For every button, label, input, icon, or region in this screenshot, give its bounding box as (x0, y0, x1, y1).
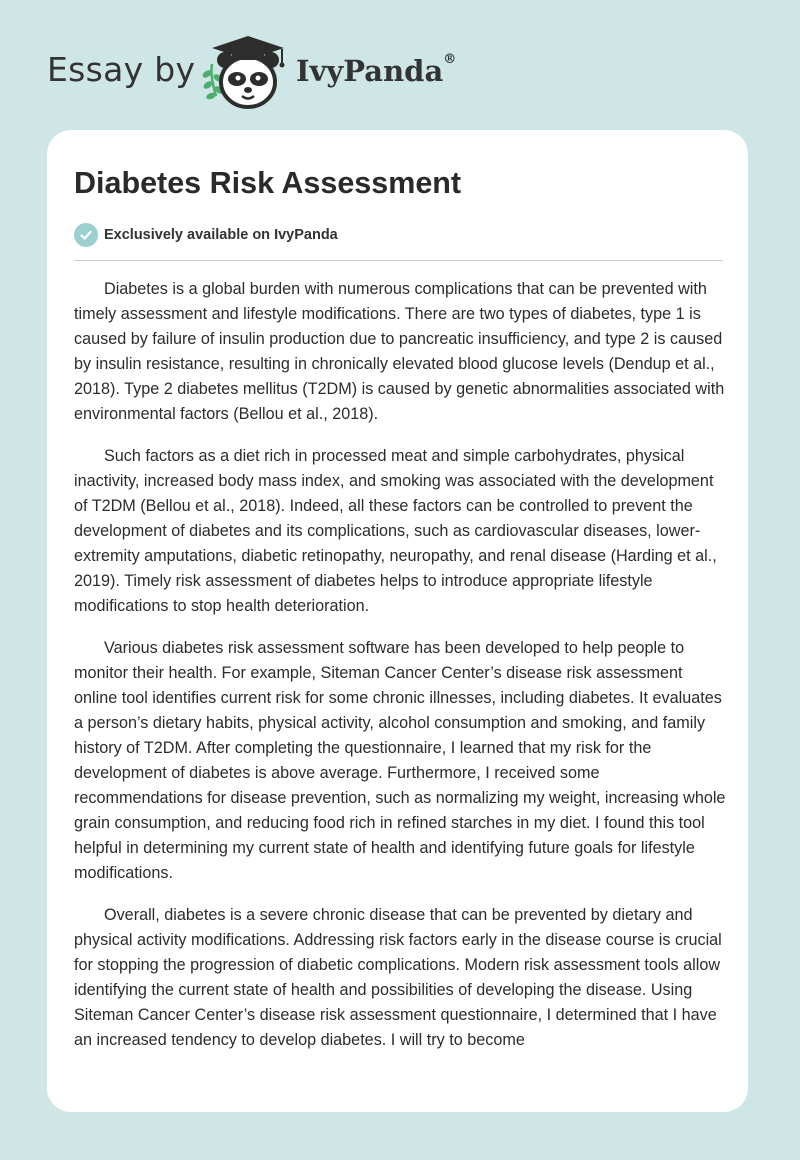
brand-text: IvyPanda (296, 54, 444, 88)
page-title: Diabetes Risk Assessment (74, 166, 462, 200)
essay-by-label: Essay by (47, 50, 196, 89)
paragraph-1: Diabetes is a global burden with numerous complications that can be prevented with timely assessment and lifestyle modifications. There are two types of diabetes, type 1 is caused by failure of insulin production due to pancreatic insufficiency, and type 2 is caused by insulin resistance, resulting in chronically elevated blood glucose levels (Dendup et al., 2018). Type 2 diabetes mellitus (T2DM) is caused by genetic abnormalities associated with environmental factors (Bellou et al., 2018). (74, 280, 725, 423)
site-header (0, 0, 800, 130)
exclusive-badge (74, 222, 338, 248)
paragraph-2: Such factors as a diet rich in processed meat and simple carbohydrates, physical inactivity, increased body mass index, and smoking was associated with the development of T2DM (Bellou et al., 2018). Indeed, all these factors can be controlled to prevent the development of diabetes and its complications, such as cardiovascular diseases, lower-extremity amputations, diabetic retinopathy, neuropathy, and renal disease (Harding et al., 2019). Timely risk assessment of diabetes helps to introduce appropriate lifestyle modifications to stop health deterioration. (74, 447, 717, 615)
check-icon (74, 223, 98, 247)
paragraph-3: Various diabetes risk assessment software has been developed to help people to monitor their health. For example, Siteman Cancer Center’s disease risk assessment online tool identifies current risk for some chronic illnesses, including diabetes. It evaluates a person’s dietary habits, physical activity, alcohol consumption and smoking, and family history of T2DM. After completing the questionnaire, I learned that my risk for the development of diabetes is above average. Furthermore, I received some recommendations for disease prevention, such as normalizing my weight, increasing whole grain consumption, and reducing food rich in refined starches in my diet. I found this tool helpful in determining my current state of health and identifying future goals for lifestyle modifications. (74, 639, 726, 882)
registered-mark: ® (443, 52, 457, 67)
essay-body (74, 277, 726, 1070)
paragraph-4: Overall, diabetes is a severe chronic disease that can be prevented by dietary and physical activity modifications. Addressing risk factors early in the disease course is crucial for stopping the progression of diabetic complications. Modern risk assessment tools allow identifying the current state of health and possibilities of developing the disease. Using Siteman Cancer Center’s disease risk assessment questionnaire, I determined that I have an increased tendency to develop diabetes. I will try to become (74, 906, 722, 1049)
panda-logo-icon[interactable] (198, 30, 294, 110)
exclusive-badge-label: Exclusively available on IvyPanda (104, 227, 338, 243)
divider (74, 260, 723, 261)
essay-card (47, 130, 748, 1112)
brand-name[interactable] (296, 54, 456, 88)
